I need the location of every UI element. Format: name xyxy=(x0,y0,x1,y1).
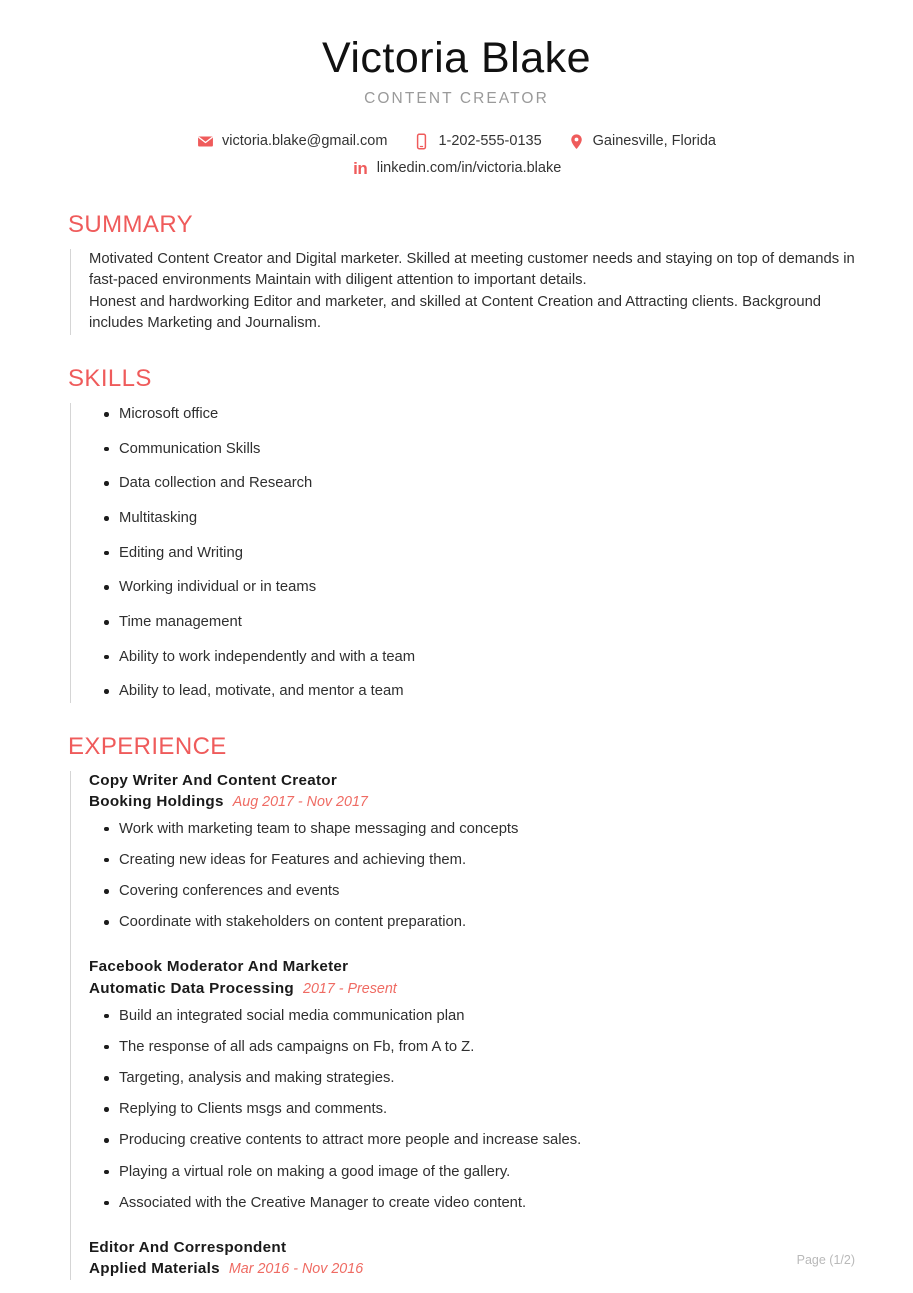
summary-paragraph: Motivated Content Creator and Digital marketer. Skilled at meeting customer needs and staying on top of demands in fast-paced environments Maintain with diligent attention to important details. xyxy=(89,250,855,289)
skills-heading: SKILLS xyxy=(68,364,152,392)
candidate-name: Victoria Blake xyxy=(321,34,592,82)
phone-icon xyxy=(413,133,430,150)
contact-line-secondary xyxy=(58,157,855,180)
linkedin-icon: in xyxy=(353,159,368,179)
resume-header xyxy=(58,0,855,181)
job-duties-list xyxy=(89,1005,855,1214)
job-company: Applied Materials xyxy=(89,1260,220,1278)
list-item: Build an integrated social media communication plan xyxy=(89,1005,855,1027)
section-experience xyxy=(58,733,855,1280)
job-role: Copy Writer And Content Creator xyxy=(89,771,338,789)
list-item: Multitasking xyxy=(89,507,855,529)
contact-email-text: victoria.blake@gmail.com xyxy=(222,133,388,150)
list-item: Ability to work independently and with a team xyxy=(89,646,855,668)
candidate-job-title: CONTENT CREATOR xyxy=(364,90,549,108)
list-item: The response of all ads campaigns on Fb, from A to Z. xyxy=(89,1036,855,1058)
job-meta xyxy=(89,978,855,1000)
experience-body xyxy=(70,771,855,1280)
contact-linkedin[interactable] xyxy=(352,157,562,180)
list-item: Replying to Clients msgs and comments. xyxy=(89,1098,855,1120)
list-item: Communication Skills xyxy=(89,438,855,460)
job-meta xyxy=(89,1258,855,1280)
list-item: Working individual or in teams xyxy=(89,576,855,598)
contact-line-primary xyxy=(58,130,855,153)
job-company: Automatic Data Processing xyxy=(89,979,294,997)
experience-entry xyxy=(89,957,855,1213)
section-skills xyxy=(58,365,855,703)
summary-heading: SUMMARY xyxy=(68,210,194,238)
location-pin-icon xyxy=(568,133,585,150)
contact-phone-text: 1-202-555-0135 xyxy=(438,133,542,150)
job-dates: Mar 2016 - Nov 2016 xyxy=(228,1261,364,1278)
list-item: Work with marketing team to shape messaging and concepts xyxy=(89,818,855,840)
job-role: Editor And Correspondent xyxy=(89,1238,287,1256)
list-item: Targeting, analysis and making strategies. xyxy=(89,1067,855,1089)
contact-location-text: Gainesville, Florida xyxy=(592,133,716,150)
job-meta xyxy=(89,791,855,813)
list-item: Covering conferences and events xyxy=(89,880,855,902)
contact-linkedin-text: linkedin.com/in/victoria.blake xyxy=(376,160,562,177)
experience-heading: EXPERIENCE xyxy=(68,732,227,760)
list-item: Data collection and Research xyxy=(89,472,855,494)
list-item: Ability to lead, motivate, and mentor a team xyxy=(89,680,855,702)
job-dates: 2017 - Present xyxy=(303,980,397,997)
job-company: Booking Holdings xyxy=(89,793,224,811)
list-item: Editing and Writing xyxy=(89,542,855,564)
list-item: Playing a virtual role on making a good image of the gallery. xyxy=(89,1161,855,1183)
job-dates: Aug 2017 - Nov 2017 xyxy=(232,794,368,811)
summary-body xyxy=(70,249,855,335)
skills-body xyxy=(70,403,855,703)
list-item: Microsoft office xyxy=(89,403,855,425)
job-duties-list xyxy=(89,818,855,934)
job-role: Facebook Moderator And Marketer xyxy=(89,958,349,976)
contact-info xyxy=(58,130,855,180)
list-item: Associated with the Creative Manager to create video content. xyxy=(89,1192,855,1214)
list-item: Creating new ideas for Features and achieving them. xyxy=(89,849,855,871)
page-number: Page (1/2) xyxy=(796,1253,855,1267)
section-summary xyxy=(58,211,855,335)
list-item: Time management xyxy=(89,611,855,633)
experience-entry xyxy=(89,771,855,934)
list-item: Producing creative contents to attract more people and increase sales. xyxy=(89,1129,855,1151)
summary-paragraph: Honest and hardworking Editor and marketer, and skilled at Content Creation and Attracting clients. Background includes Marketing and Journalism. xyxy=(89,293,822,332)
email-icon xyxy=(197,133,214,150)
experience-entry xyxy=(89,1238,855,1280)
skills-list xyxy=(89,403,855,703)
list-item: Coordinate with stakeholders on content preparation. xyxy=(89,911,855,933)
contact-location xyxy=(568,130,716,153)
contact-email[interactable] xyxy=(197,130,387,153)
contact-phone[interactable] xyxy=(413,130,541,153)
